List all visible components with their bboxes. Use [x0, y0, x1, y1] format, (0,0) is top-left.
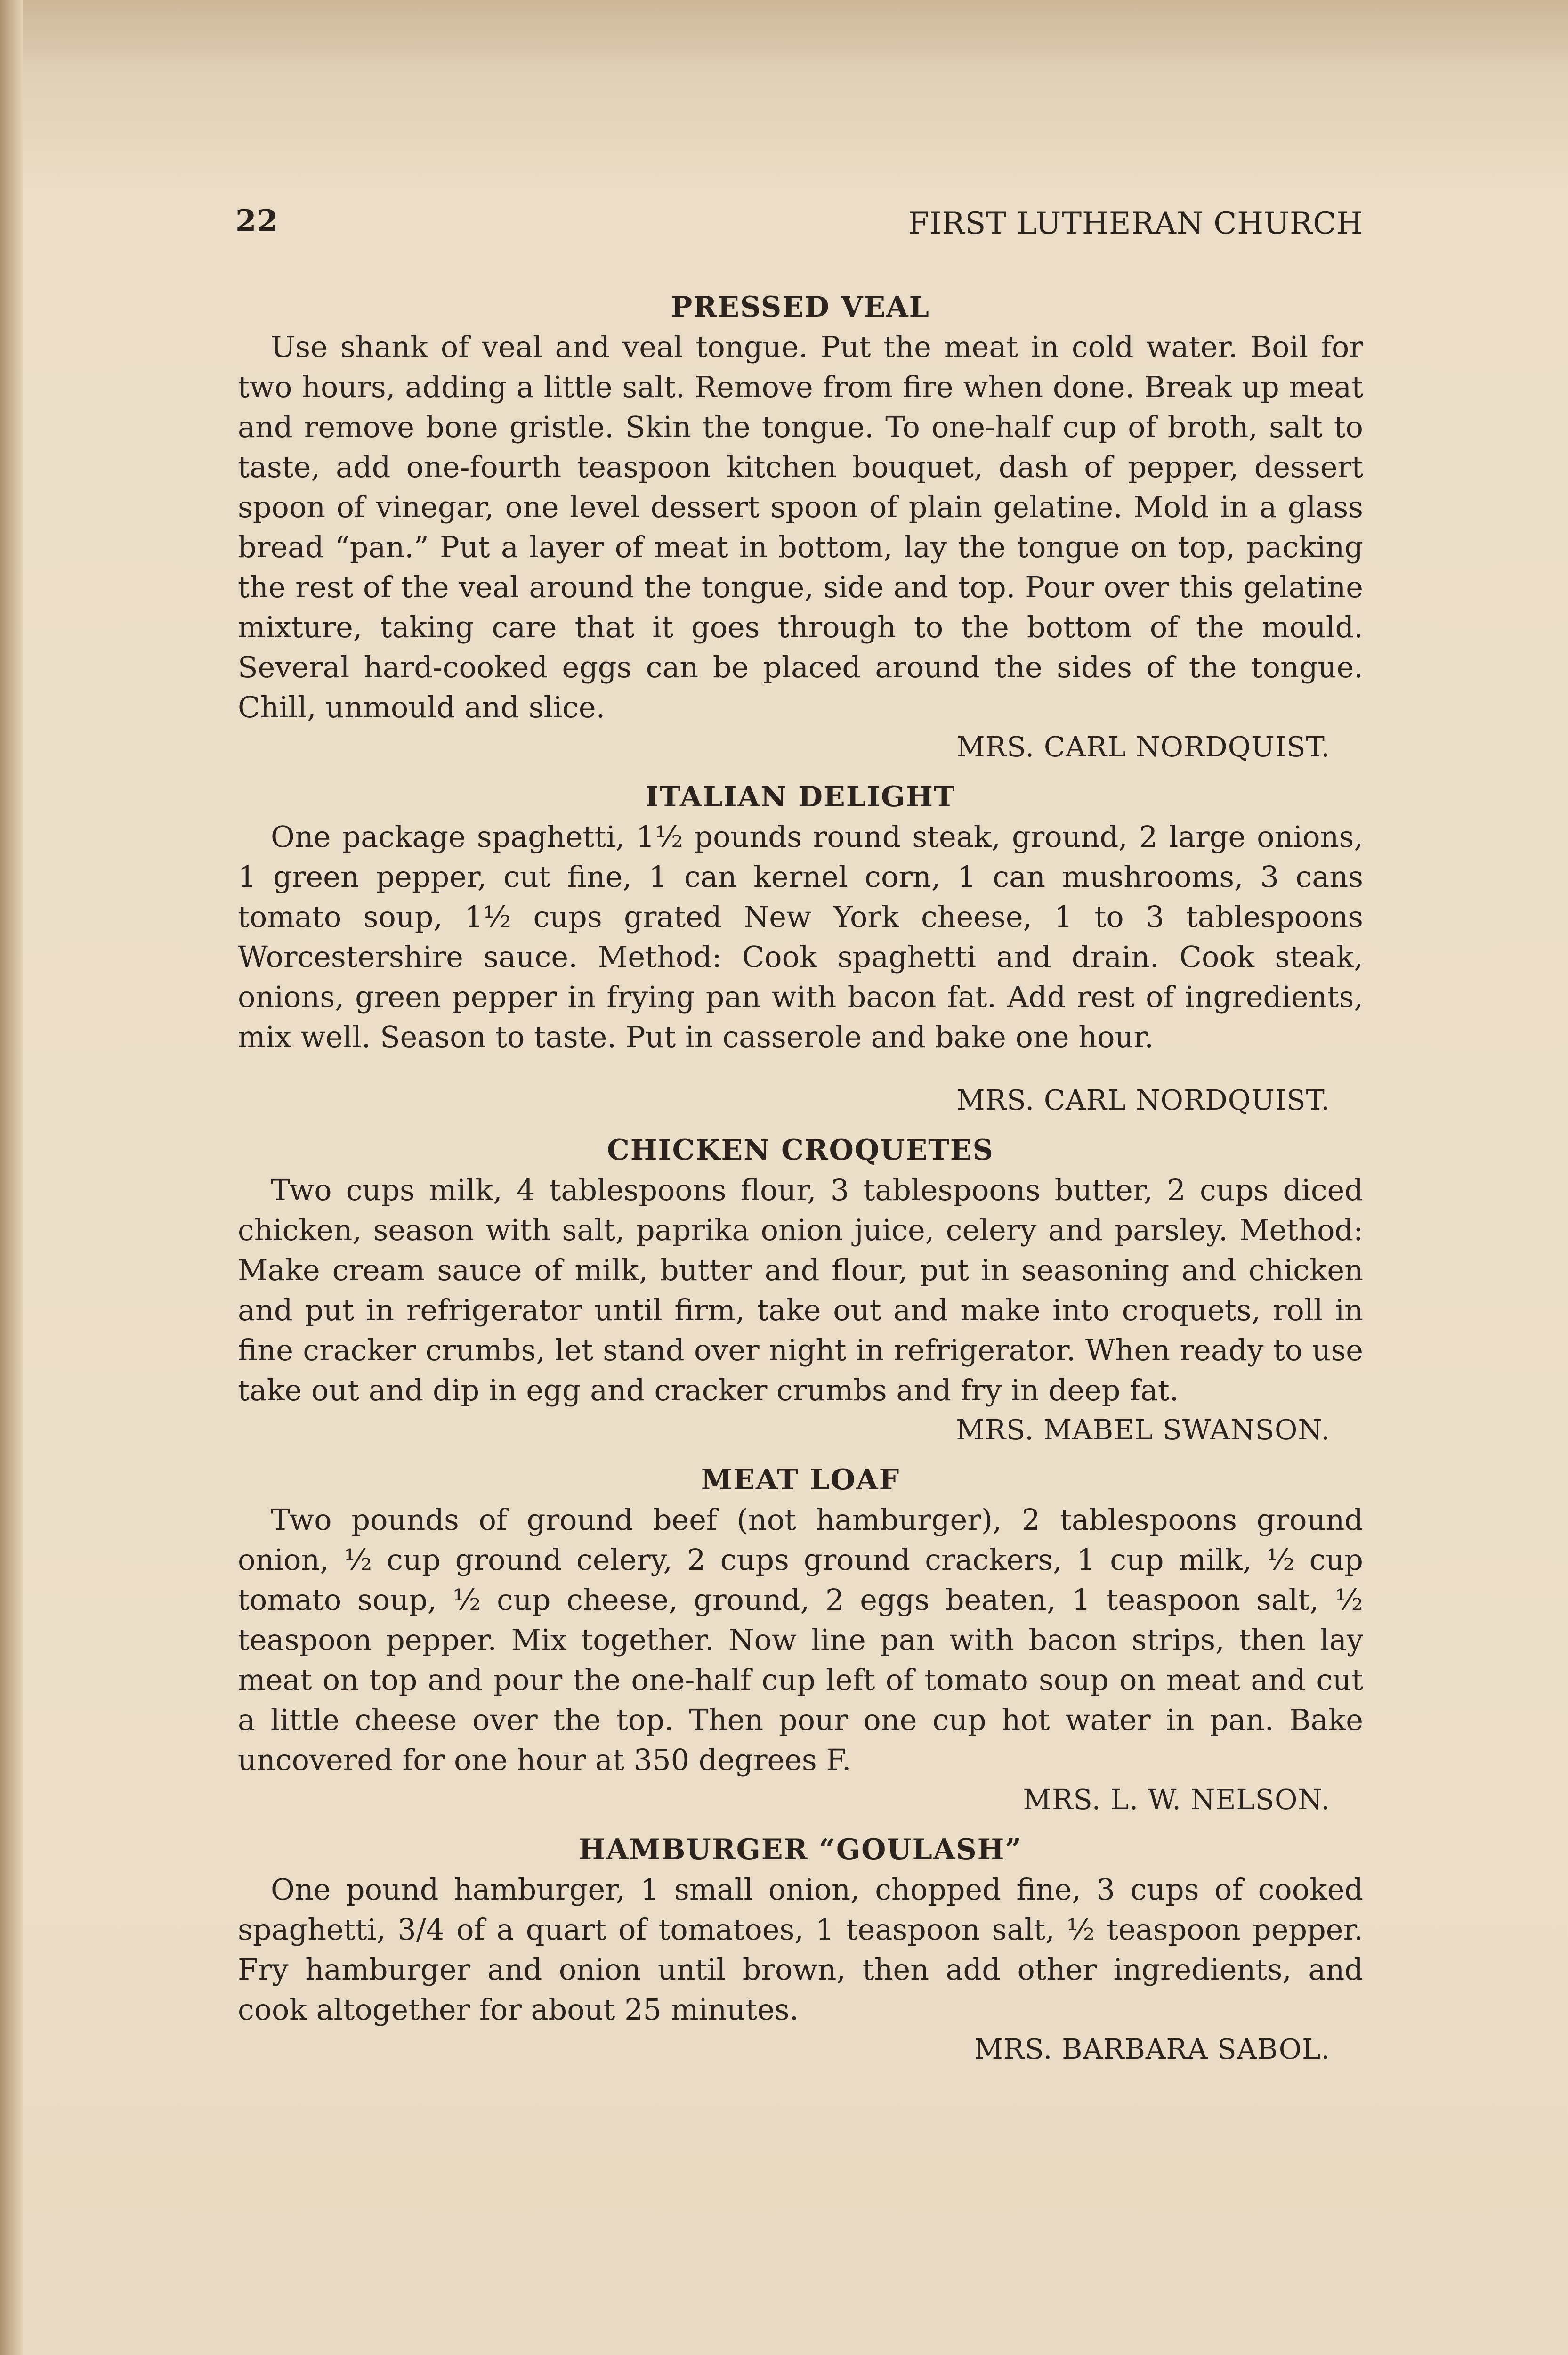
recipe-body: Two pounds of ground beef (not hamburger), 2 tablespoons ground onion, ½ cup ground celery, 2 cups ground crackers, 1 cup milk, ½ cup tomato soup, ½ cup cheese, ground, 2 eggs beaten, 1 teaspoon salt, ½ teaspoon pepper. Mix together. Now line pan with bacon strips, then lay meat on top and pour the one-half cup left of tomato soup on meat and cut a little cheese over the top. Then pour one cup hot water in pan. Bake uncovered for one hour at 350 degrees F.: [238, 1502, 1363, 1777]
church-name: FIRST LUTHERAN CHURCH: [908, 206, 1363, 241]
recipe-title: PRESSED VEAL: [671, 291, 930, 324]
recipe-meat-loaf: [238, 1460, 1363, 1819]
recipe-title: MEAT LOAF: [701, 1463, 900, 1496]
recipe-body: One pound hamburger, 1 small onion, chopped fine, 3 cups of cooked spaghetti, 3/4 of a quart of tomatoes, 1 teaspoon salt, ½ teaspoon pepper. Fry hamburger and onion until brown, then add other ingredients, and cook altogether for about 25 minutes.: [238, 1872, 1363, 2027]
recipe-title: ITALIAN DELIGHT: [645, 780, 956, 813]
recipe-pressed-veal: [238, 287, 1363, 767]
recipe-contributor: MRS. CARL NORDQUIST.: [956, 731, 1330, 763]
page-number: 22: [235, 203, 279, 239]
recipe-title: HAMBURGER “GOULASH”: [579, 1833, 1022, 1866]
recipe-contributor: MRS. L. W. NELSON.: [1023, 1783, 1330, 1816]
recipe-list: [238, 287, 1363, 2069]
recipe-contributor: MRS. MABEL SWANSON.: [956, 1413, 1330, 1446]
recipe-title: CHICKEN CROQUETES: [607, 1134, 994, 1167]
recipe-body: Use shank of veal and veal tongue. Put the meat in cold water. Boil for two hours, adding a little salt. Remove from fire when done. Break up meat and remove bone gristle. Skin the tongue. To one-half cup of broth, salt to taste, add one-fourth teaspoon kitchen bouquet, dash of pepper, dessert spoon of vinegar, one level dessert spoon of plain gelatine. Mold in a glass bread “pan.” Put a layer of meat in bottom, lay the tongue on top, packing the rest of the veal around the tongue, side and top. Pour over this gelatine mixture, taking care that it goes through to the bottom of the mould. Several hard-cooked eggs can be placed around the sides of the tongue. Chill, unmould and slice.: [238, 330, 1363, 724]
book-spine: [0, 0, 23, 2355]
recipe-contributor: MRS. CARL NORDQUIST.: [956, 1084, 1330, 1116]
recipe-body: Two cups milk, 4 tablespoons flour, 3 tablespoons butter, 2 cups diced chicken, season with salt, paprika onion juice, celery and parsley. Method: Make cream sauce of milk, butter and flour, put in seasoning and chicken and put in refrigerator until firm, take out and make into croquets, roll in fine cracker crumbs, let stand over night in refrigerator. When ready to use take out and dip in egg and cracker crumbs and fry in deep fat.: [238, 1173, 1363, 1407]
recipe-italian-delight: [238, 777, 1363, 1120]
recipe-hamburger-goulash: [238, 1830, 1363, 2069]
page-stain: [23, 0, 1568, 122]
recipe-chicken-croquetes: [238, 1130, 1363, 1450]
running-header: [235, 203, 1363, 241]
recipe-contributor: MRS. BARBARA SABOL.: [974, 2033, 1330, 2065]
recipe-body: One package spaghetti, 1½ pounds round steak, ground, 2 large onions, 1 green pepper, cut fine, 1 can kernel corn, 1 can mushrooms, 3 cans tomato soup, 1½ cups grated New York cheese, 1 to 3 tablespoons Worcestershire sauce. Method: Cook spaghetti and drain. Cook steak, onions, green pepper in frying pan with bacon fat. Add rest of ingredients, mix well. Season to taste. Put in casserole and bake one hour.: [238, 820, 1363, 1054]
